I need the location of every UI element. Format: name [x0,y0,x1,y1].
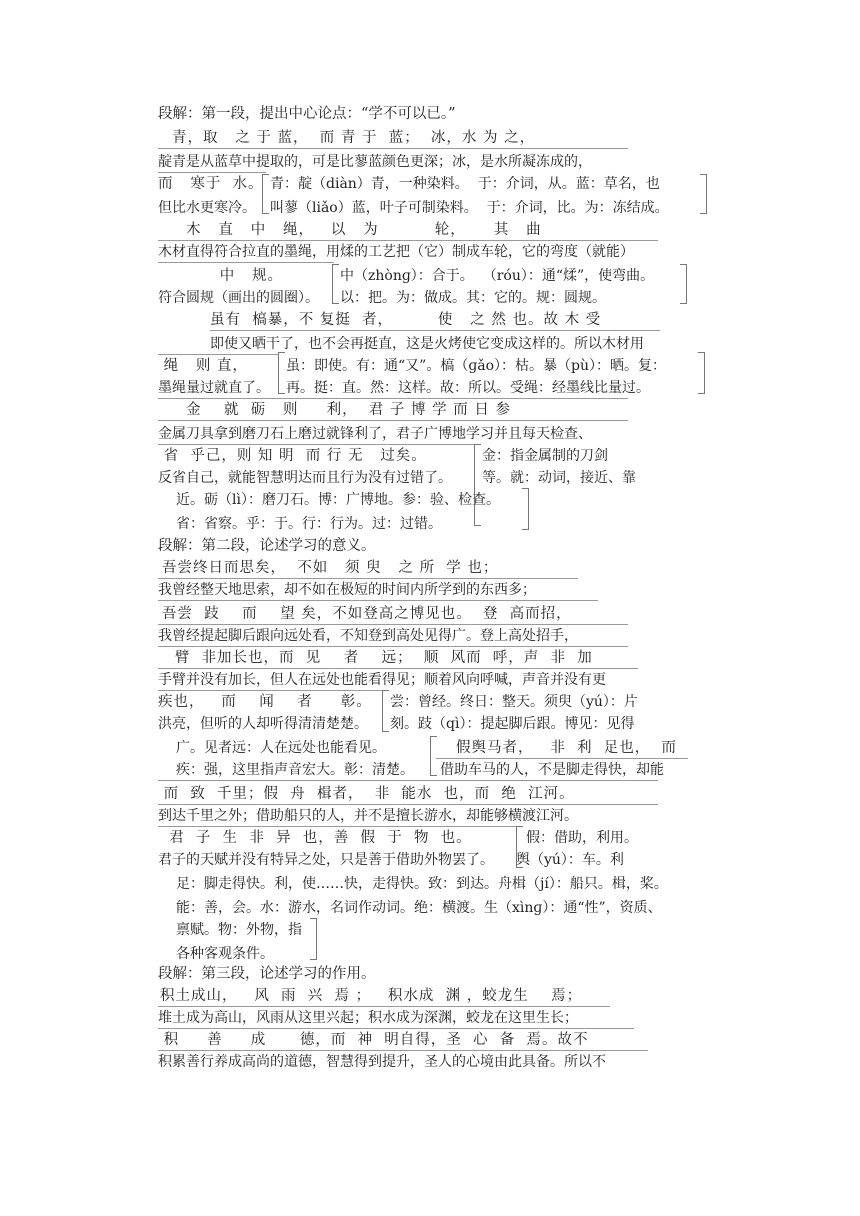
translation-line: 到达千里之外；借助船只的人，并不是擅长游水，却能够横渡江河。 [158,808,578,824]
translation-line: 即使又晒干了，也不会再挺直，这是火烤使它变成这样的。所以木材用 [210,336,644,352]
translation-line: 洪亮，但听的人却听得清清楚楚。 [158,716,368,732]
annotation-line: 疾：强，这里指声音宏大。彰：清楚。 [176,762,414,778]
original-text-line: 木 直 中 绳， 以 为 轮， 其 曲 [158,222,542,238]
section-heading-3: 段解：第三段，论述学习的作用。 [158,966,376,982]
translation-line: 符合圆规（画出的圆圈）。 [158,290,319,306]
translation-line: 反省自己，就能智慧明达而且行为没有过错了。 [158,470,452,486]
underline [158,420,628,421]
translation-line: 墨绳量过就直了。 [158,380,270,396]
translation-line: 我曾经整天地思索，却不如在极短的时间内所学到的东西多； [158,582,536,598]
annotation-line: 能：善，会。水：游水，名词作动词。绝：横渡。生（xìnɡ）：通“性”，资质、 [176,900,662,916]
annotation-line: 中（zhònɡ）：合于。 （róu）：通“煣”，使弯曲。 [340,268,655,284]
underline [158,668,638,669]
translation-line: 靛青是从蓝草中提取的，可是比蓼蓝颜色更深；冰，是水所凝冻成的， [158,154,592,170]
original-text-line: 吾尝 跂 而 望 矣，不如登高之博见也。 登 高而招， [162,606,572,622]
annotation-line: 省：省察。乎：于。行：行为。过：过错。 [176,516,442,532]
original-text-line: 而 致 千里；假 舟 楫者， 非 能水 也，而 绝 江河。 [158,786,575,802]
underline [158,354,278,355]
translation-line: 金属刀具拿到磨刀石上磨过就锋利了，君子广博地学习并且每天检查、 [158,426,592,442]
underline [158,780,658,781]
original-text-line: 绳 则 直， [158,358,249,374]
original-text-line: 中 规。 [158,268,284,284]
annotation-line: 刻。跂（qì）：提起脚后跟。博见：见得 [390,716,635,732]
original-text-line: 吾尝终日而思矣， 不如 须 臾 之 所 学 也； [162,560,499,576]
annotation-line: 足：脚走得快。利，使……快，走得快。致：到达。舟楫（jí）：船只。楫，桨。 [176,876,668,892]
annotation-bracket-left [278,352,285,394]
annotation-line: 青：靛（diàn）青，一种染料。 于：介词，从。蓝：草名，也 [270,176,660,192]
underline [158,1006,610,1007]
underline [158,578,578,579]
original-text-line: 假舆马者， 非 利 足也， 而 [456,740,677,756]
original-text-line: 君 子 生 非 异 也，善 假 于 物 也。 [158,830,472,846]
annotation-line: 广。见者远：人在远处也能看见。 [176,740,386,756]
underline [158,646,628,647]
translation-line: 我曾经提起脚后跟向远处看，不知登到高处见得广。登上高处招手， [158,628,578,644]
underline [158,148,628,149]
underline [158,172,266,173]
translation-line: 借助车马的人，不是脚走得快，却能 [440,762,664,778]
annotation-line: 舆（yú）：车。利 [516,852,624,868]
annotation-line: 各种客观条件。 [176,946,274,962]
translation-line: 手臂并没有加长，但人在远处也能看得见；顺着风向呼喊，声音并没有更 [158,672,606,688]
annotation-bracket-left [262,174,269,214]
original-text-line: 疾也， 而 闻 者 彰。 [158,694,372,710]
annotation-bracket-right [522,488,529,530]
section-heading-1: 段解：第一段，提出中心论点：“学不可以已。” [158,106,456,122]
annotation-line: 虽：即使。有：通“又”。槁（ɡǎo）：枯。暴（pù）：晒。复： [286,358,667,374]
underline [158,826,518,827]
annotation-bracket-left [332,264,339,304]
original-text-line: 积 善 成 德，而 神 明自得，圣 心 备 焉。故不 [158,1032,589,1048]
translation-line: 积累善行养成高尚的道德，智慧得到提升，圣人的心境由此具备。所以不 [158,1054,606,1070]
underline [158,240,658,241]
annotation-line: 再。挺：直。然：这样。故：所以。受绳：经墨线比量过。 [286,380,650,396]
underline [158,398,628,399]
annotation-bracket-left [430,736,437,776]
original-text-line: 金 就 砺 则 利， 君 子 博 学 而 日 参 [158,402,511,418]
annotation-line: 以：把。为：做成。其：它的。规：圆规。 [340,290,606,306]
annotation-bracket-right [680,264,687,304]
underline [158,600,598,601]
translation-line: 君子的天赋并没有特异之处，只是善于借助外物罢了。 [158,852,494,868]
annotation-bracket-right [700,174,707,214]
original-text-line: 臂 非加长也，而 见 者 远； 顺 风而 呼，声 非 加 [158,650,593,666]
annotation-line: 禀赋。物：外物，指 [176,922,302,938]
underline [210,330,660,331]
annotation-bracket-right [310,918,317,960]
original-text-line: 而 寒于 水。 [158,176,264,192]
translation-line: 堆土成为高山，风雨从这里兴起；积水成为深渊，蛟龙在这里生长； [158,1010,578,1026]
original-text-line: 青，取 之 于 蓝， 而 青 于 蓝； 冰，水 为 之， [172,130,536,146]
annotation-line: 假：借助，利用。 [526,830,638,846]
annotation-bracket-left [474,444,481,526]
annotation-line: 金：指金属制的刀剑 [482,448,608,464]
section-heading-2: 段解：第二段，论述学习的意义。 [158,538,376,554]
annotation-bracket-right [698,352,705,394]
original-text-line: 积土成山， 风 雨 兴 焉 ； 积水成 渊 ，蛟龙生 焉； [160,988,583,1004]
translation-line: 但比水更寒冷。 [158,200,256,216]
underline [158,624,628,625]
annotation-line: 近。砺（lì）：磨刀石。博：广博地。参：验、检查。 [176,492,500,508]
underline [158,804,658,805]
underline [158,690,386,691]
underline [158,262,334,263]
annotation-line: 叫蓼（liǎo）蓝，叶子可制染料。 于：介词，比。为：冻结成。 [270,200,669,216]
original-text-line: 虽有 槁暴，不 复挺 者， 使 之 然 也。故 木 受 [210,312,602,328]
underline [436,758,688,759]
translation-line: 木材直得符合拉直的墨绳，用煣的工艺把（它）制成车轮，它的弯度（就能） [158,244,634,260]
annotation-line: 尝：曾经。终日：整天。须臾（yú）：片 [390,694,638,710]
original-text-line: 省 乎己，则 知 明 而 行 无 过矣。 [158,448,427,464]
annotation-line: 等。就：动词，接近、靠 [482,470,636,486]
underline [158,1028,634,1029]
underline [158,1050,648,1051]
underline [158,444,478,445]
annotation-bracket-left [382,690,389,732]
